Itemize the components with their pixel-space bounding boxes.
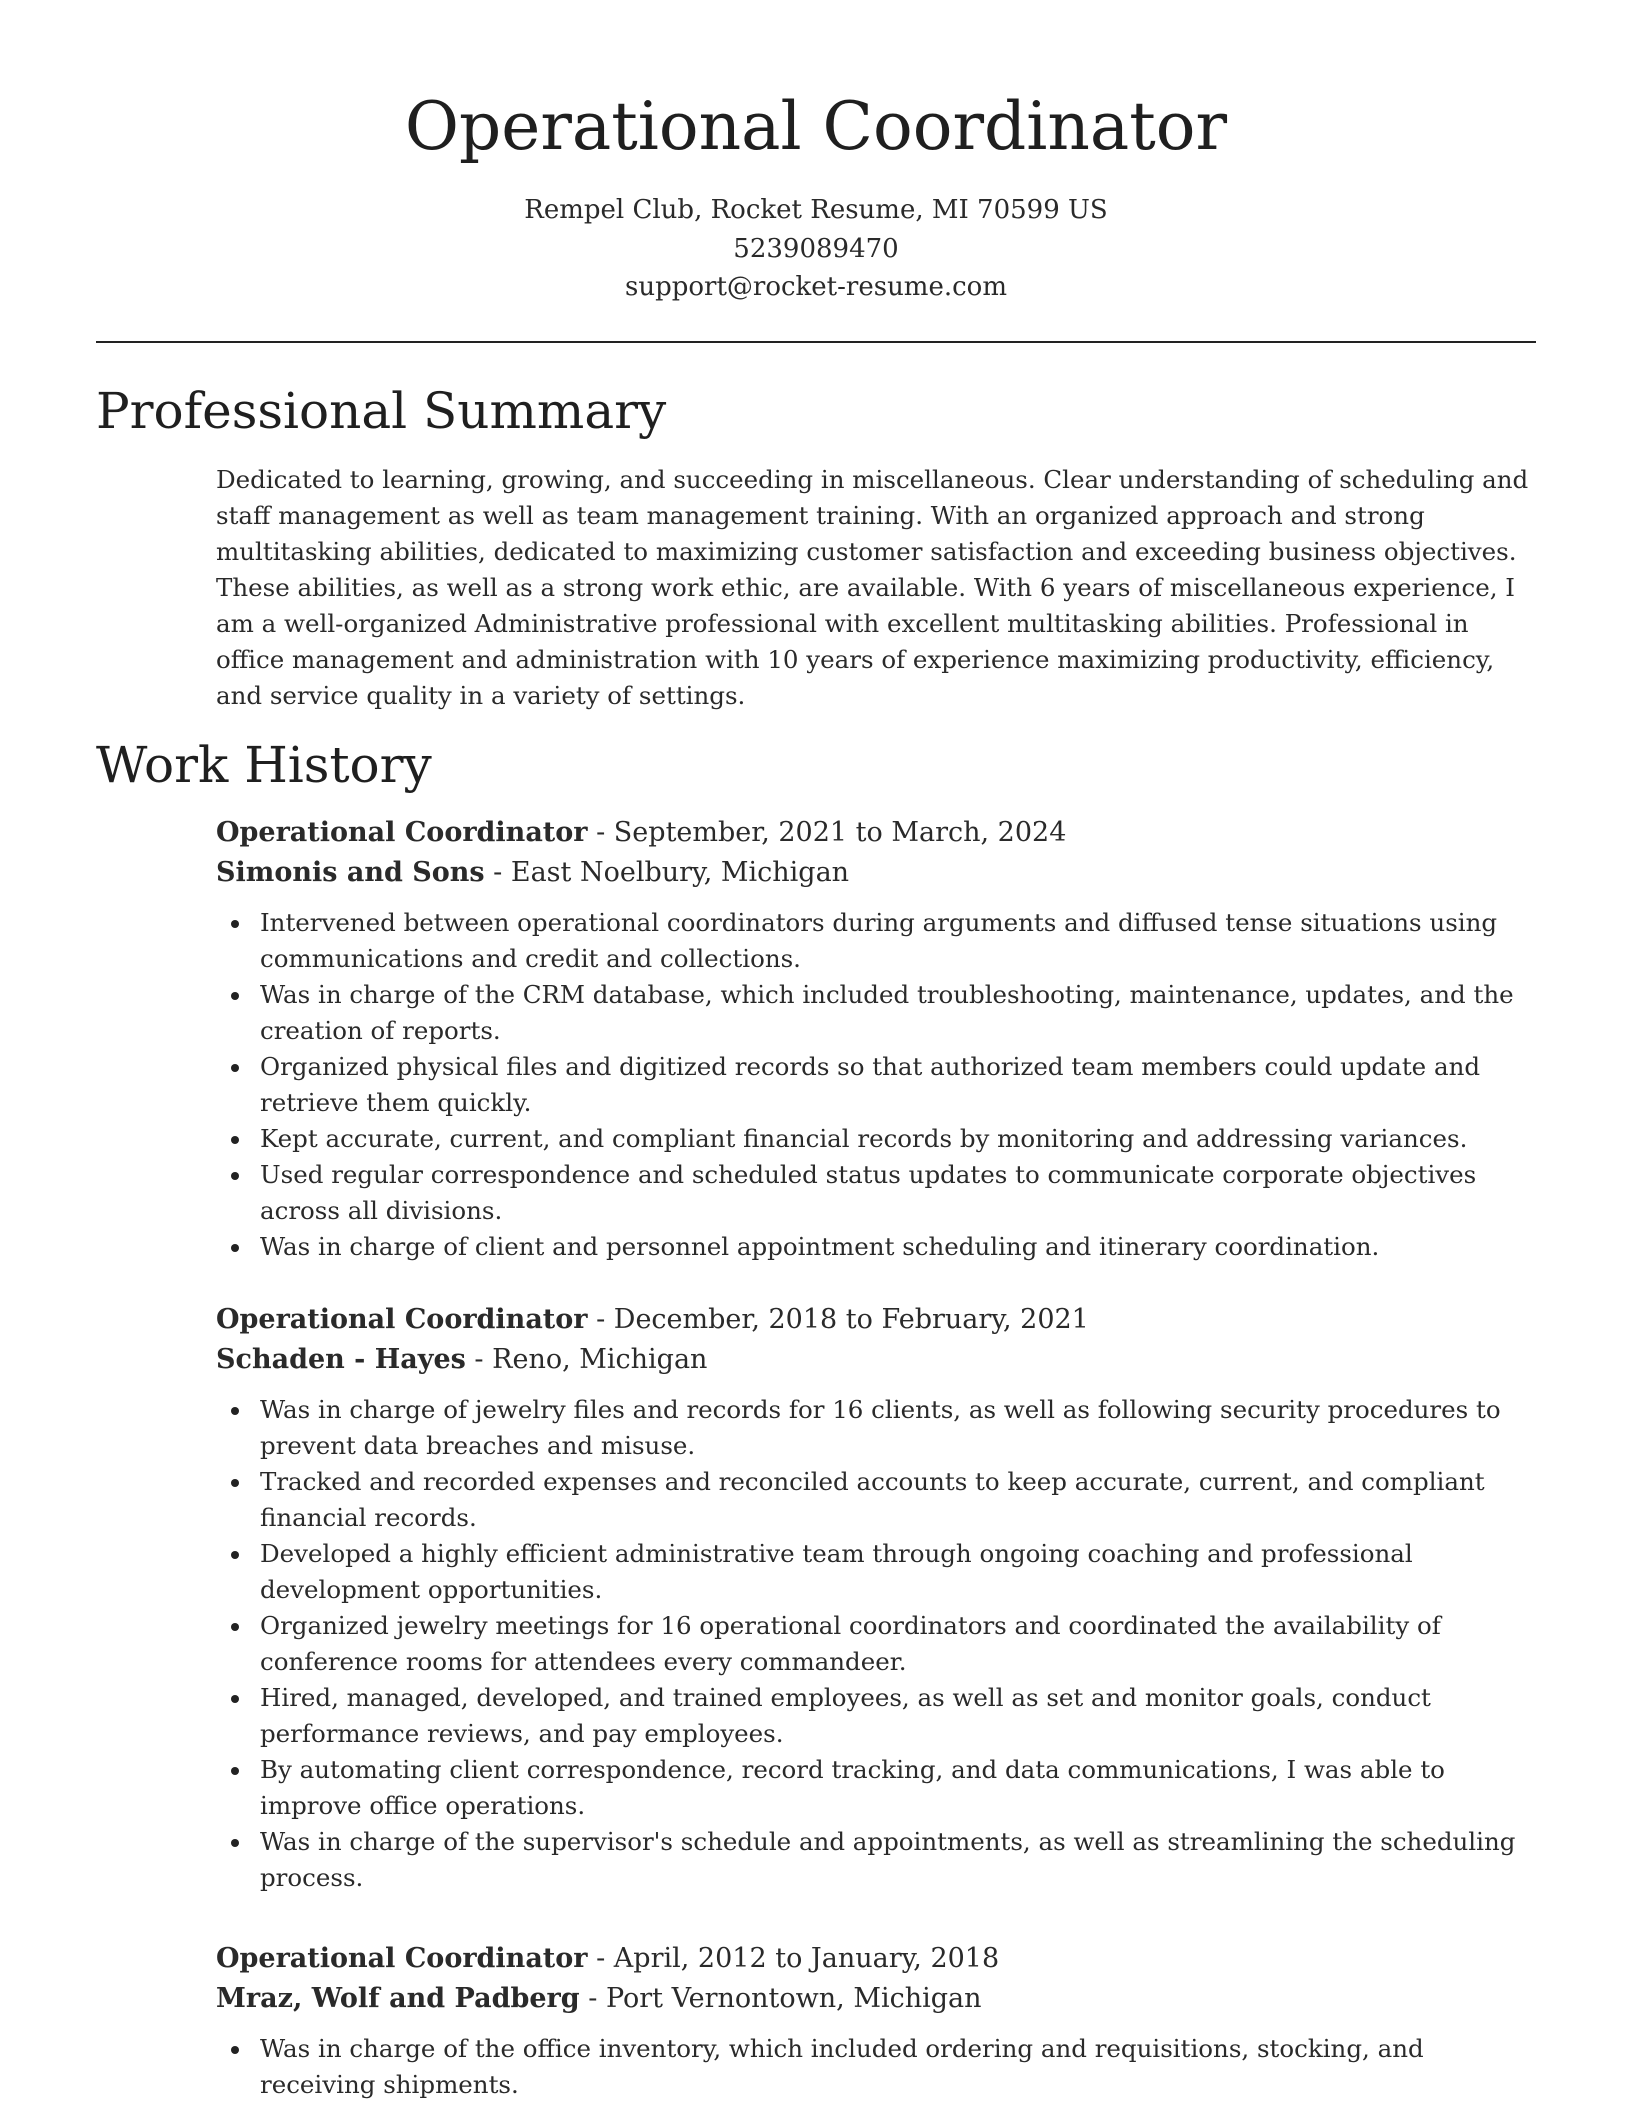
job-role: Operational Coordinator	[216, 817, 588, 848]
job-bullets	[216, 1392, 1536, 1896]
job-company: Schaden - Hayes	[216, 1344, 466, 1375]
job-role: Operational Coordinator	[216, 1943, 588, 1974]
job-entry	[216, 813, 1536, 1265]
job-dates: - December, 2018 to February, 2021	[587, 1304, 1089, 1335]
job-bullets	[216, 905, 1536, 1265]
job-dates: - April, 2012 to January, 2018	[587, 1943, 1000, 1974]
job-bullet: Was in charge of client and personnel appointment scheduling and itinerary coordination.	[216, 1229, 1536, 1265]
job-company: Mraz, Wolf and Padberg	[216, 1983, 580, 2014]
job-bullet: Developed a highly efficient administrative team through ongoing coaching and professional development opportunities.	[216, 1536, 1536, 1608]
job-bullet: Was in charge of the CRM database, which included troubleshooting, maintenance, updates, and the creation of reports.	[216, 977, 1536, 1049]
job-company-line	[216, 1979, 1536, 2019]
job-bullet: Kept accurate, current, and compliant financial records by monitoring and addressing variances.	[216, 1121, 1536, 1157]
job-bullet: Organized physical files and digitized records so that authorized team members could update and retrieve them quickly.	[216, 1049, 1536, 1121]
job-bullets	[216, 2031, 1536, 2103]
job-bullet: Tracked and recorded expenses and reconciled accounts to keep accurate, current, and compliant financial records.	[216, 1464, 1536, 1536]
job-bullet: Was in charge of jewelry files and records for 16 clients, as well as following security procedures to prevent data breaches and misuse.	[216, 1392, 1536, 1464]
job-location: - Port Vernontown, Michigan	[579, 1983, 982, 2014]
summary-heading: Professional Summary	[96, 382, 667, 440]
work-history-heading: Work History	[96, 736, 432, 794]
job-company-line	[216, 853, 1536, 893]
job-bullet: By automating client correspondence, record tracking, and data communications, I was able to improve office operations.	[216, 1752, 1536, 1824]
job-location: - East Noelbury, Michigan	[484, 857, 850, 888]
job-bullet: Organized jewelry meetings for 16 operational coordinators and coordinated the availability of conference rooms for attendees every commandeer.	[216, 1608, 1536, 1680]
contact-address: Rempel Club, Rocket Resume, MI 70599 US	[524, 195, 1108, 225]
job-entry	[216, 1939, 1536, 2103]
job-bullet: Was in charge of the office inventory, which included ordering and requisitions, stocking, and receiving shipments.	[216, 2031, 1536, 2103]
job-title-line	[216, 813, 1536, 853]
contact-phone: 5239089470	[733, 234, 899, 264]
job-entry	[216, 1300, 1536, 1896]
header-divider	[96, 341, 1536, 343]
job-title-line	[216, 1300, 1536, 1340]
contact-email: support@rocket-resume.com	[624, 272, 1007, 302]
job-company: Simonis and Sons	[216, 857, 485, 888]
job-bullet: Used regular correspondence and scheduled status updates to communicate corporate objectives across all divisions.	[216, 1157, 1536, 1229]
job-bullet: Was in charge of the supervisor's schedule and appointments, as well as streamlining the scheduling process.	[216, 1824, 1536, 1896]
job-role: Operational Coordinator	[216, 1304, 588, 1335]
job-bullet: Hired, managed, developed, and trained employees, as well as set and monitor goals, conduct performance reviews, and pay employees.	[216, 1680, 1536, 1752]
job-company-line	[216, 1340, 1536, 1380]
candidate-name: Operational Coordinator	[404, 88, 1228, 165]
job-title-line	[216, 1939, 1536, 1979]
job-bullet: Intervened between operational coordinators during arguments and diffused tense situations using communications and credit and collections.	[216, 905, 1536, 977]
job-dates: - September, 2021 to March, 2024	[587, 817, 1067, 848]
job-location: - Reno, Michigan	[465, 1344, 708, 1375]
summary-text: Dedicated to learning, growing, and succeeding in miscellaneous. Clear understanding of scheduling and staff management as well as team management training. With an organized approach and strong multitasking abilities, dedicated to maximizing customer satisfaction and exceeding business objectives. These abilities, as well as a strong work ethic, are available. With 6 years of miscellaneous experience, I am a well-organized Administrative professional with excellent multitasking abilities. Professional in office management and administration with 10 years of experience maximizing productivity, efficiency, and service quality in a variety of settings.	[216, 465, 1529, 710]
